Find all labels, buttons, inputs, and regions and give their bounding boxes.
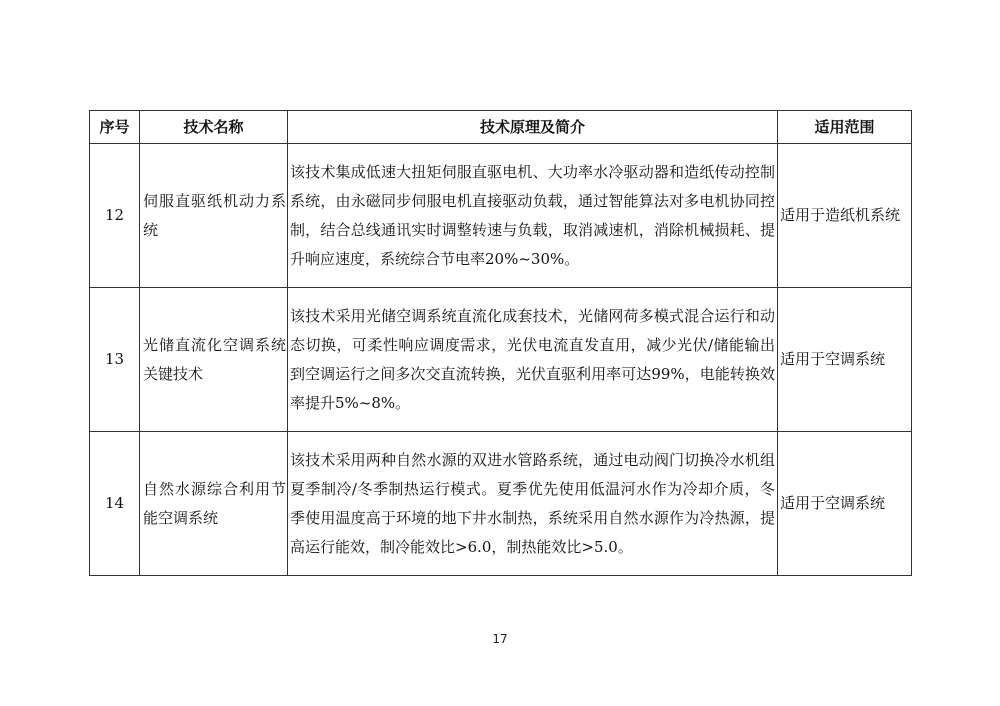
application-scope: 适用于造纸机系统 bbox=[778, 144, 912, 288]
row-number: 14 bbox=[90, 432, 140, 576]
technology-name: 伺服直驱纸机动力系统 bbox=[140, 144, 288, 288]
row-number: 13 bbox=[90, 288, 140, 432]
header-principle: 技术原理及简介 bbox=[288, 111, 778, 144]
technology-name: 光储直流化空调系统关键技术 bbox=[140, 288, 288, 432]
table-row bbox=[90, 288, 912, 432]
header-no: 序号 bbox=[90, 111, 140, 144]
header-name: 技术名称 bbox=[140, 111, 288, 144]
technology-principle: 该技术采用光储空调系统直流化成套技术，光储网荷多模式混合运行和动态切换，可柔性响应调度需求，光伏电流直发直用，减少光伏/储能输出到空调运行之间多次交直流转换，光伏直驱利用率可达99%，电能转换效率提升5%~8%。 bbox=[288, 288, 778, 432]
technology-principle: 该技术集成低速大扭矩伺服直驱电机、大功率水冷驱动器和造纸传动控制系统，由永磁同步伺服电机直接驱动负载，通过智能算法对多电机协同控制，结合总线通讯实时调整转速与负载，取消减速机，消除机械损耗、提升响应速度，系统综合节电率20%~30%。 bbox=[288, 144, 778, 288]
header-scope: 适用范围 bbox=[778, 111, 912, 144]
technology-table bbox=[89, 110, 912, 576]
row-number: 12 bbox=[90, 144, 140, 288]
technology-name: 自然水源综合利用节能空调系统 bbox=[140, 432, 288, 576]
application-scope: 适用于空调系统 bbox=[778, 432, 912, 576]
table-row bbox=[90, 432, 912, 576]
application-scope: 适用于空调系统 bbox=[778, 288, 912, 432]
table-header-row bbox=[90, 111, 912, 144]
technology-principle: 该技术采用两种自然水源的双进水管路系统，通过电动阀门切换冷水机组夏季制冷/冬季制热运行模式。夏季优先使用低温河水作为冷却介质，冬季使用温度高于环境的地下井水制热，系统采用自然水源作为冷热源，提高运行能效，制冷能效比>6.0，制热能效比>5.0。 bbox=[288, 432, 778, 576]
table-row bbox=[90, 144, 912, 288]
page-number: 17 bbox=[492, 632, 508, 646]
